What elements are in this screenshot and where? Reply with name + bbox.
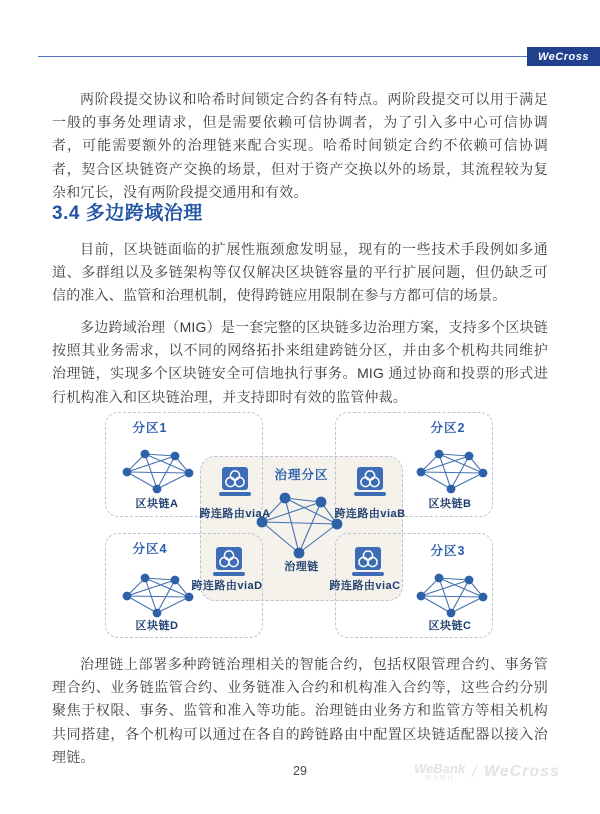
paragraph-governance-contracts: 治理链上部署多种跨链治理相关的智能合约，包括权限管理合约、事务管理合约、业务链监管合约、业务链准入合约和机构准入合约等，这些合约分别聚焦于权限、事务、监管和准入等功能。治理链由业务方和监管方等相关机构共同搭建，各个机构可以通过在各自的跨链路由中配置区块链适配器以接入治理链。 bbox=[52, 656, 548, 765]
blockchain-d-graph bbox=[119, 572, 195, 618]
paragraph-two-phase-commit: 两阶段提交协议和哈希时间锁定合约各有特点。两阶段提交可以用于满足一般的事务处理请求，但是需要依赖可信协调者，为了引入多中心可信协调者，可能需要额外的治理链来配合实现。哈希时间锁定合约不依赖可信协调者，契合区块链资产交换的场景，但对于资产交换以外的场景，其流程较为复杂和冗长，没有两阶段提交通用和有效。 bbox=[52, 91, 548, 200]
router-viaA-icon bbox=[218, 466, 252, 498]
footer-brand-watermark bbox=[414, 762, 560, 783]
page-number: 29 bbox=[293, 764, 307, 778]
header-rule bbox=[38, 56, 527, 57]
governance-chain-graph bbox=[255, 490, 343, 560]
router-viaC-label: 跨连路由viaC bbox=[329, 580, 401, 592]
blockchain-b-label: 区块链B bbox=[428, 498, 472, 510]
router-viaA-label: 跨连路由viaA bbox=[199, 508, 271, 520]
brand-divider: / bbox=[470, 761, 480, 781]
partition-1-label: 分区1 bbox=[132, 421, 168, 435]
partition-4-label: 分区4 bbox=[132, 542, 168, 556]
governance-zone-label: 治理分区 bbox=[274, 468, 329, 482]
router-viaB-icon bbox=[353, 466, 387, 498]
partition-3-label: 分区3 bbox=[430, 544, 466, 558]
blockchain-d-label: 区块链D bbox=[135, 620, 179, 632]
router-viaC-icon bbox=[351, 546, 385, 578]
blockchain-b-graph bbox=[413, 448, 489, 494]
router-viaD-label: 跨连路由viaD bbox=[191, 580, 263, 592]
blockchain-c-graph bbox=[413, 572, 489, 618]
router-viaD-icon bbox=[212, 546, 246, 578]
router-viaB-label: 跨连路由viaB bbox=[334, 508, 406, 520]
blockchain-c-label: 区块链C bbox=[428, 620, 472, 632]
wecross-footer-logo: WeCross bbox=[483, 762, 560, 780]
governance-chain-label: 治理链 bbox=[284, 561, 319, 573]
section-heading: 3.4 多边跨域治理 bbox=[52, 203, 203, 224]
blockchain-a-label: 区块链A bbox=[135, 498, 179, 510]
webank-logo-text: WeBank bbox=[414, 760, 466, 776]
paragraph-scalability: 目前，区块链面临的扩展性瓶颈愈发明显，现有的一些技术手段例如多通道、多群组以及多链架构等仅仅解决区块链容量的平行扩展问题，但仍缺乏可信的准入、监管和治理机制，使得跨链应用限制在参与方都可信的场景。 bbox=[52, 241, 548, 304]
mig-architecture-diagram bbox=[95, 408, 505, 664]
blockchain-a-graph bbox=[119, 448, 195, 494]
webank-logo-chinese: 微众银行 bbox=[424, 774, 455, 782]
partition-2-label: 分区2 bbox=[430, 421, 466, 435]
wecross-logo-text: WeCross bbox=[538, 50, 589, 63]
wecross-logo-badge bbox=[527, 47, 600, 66]
paragraph-mig-intro: 多边跨域治理（MIG）是一套完整的区块链多边治理方案，支持多个区块链按照其业务需求，以不同的网络拓扑来组建跨链分区，并由多个机构共同维护治理链，实现多个区块链安全可信地执行事务。MIG 通过协商和投票的形式进行机构准入和区块链治理，并支持即时有效的监管仲裁。 bbox=[52, 319, 548, 405]
webank-logo bbox=[414, 762, 465, 783]
